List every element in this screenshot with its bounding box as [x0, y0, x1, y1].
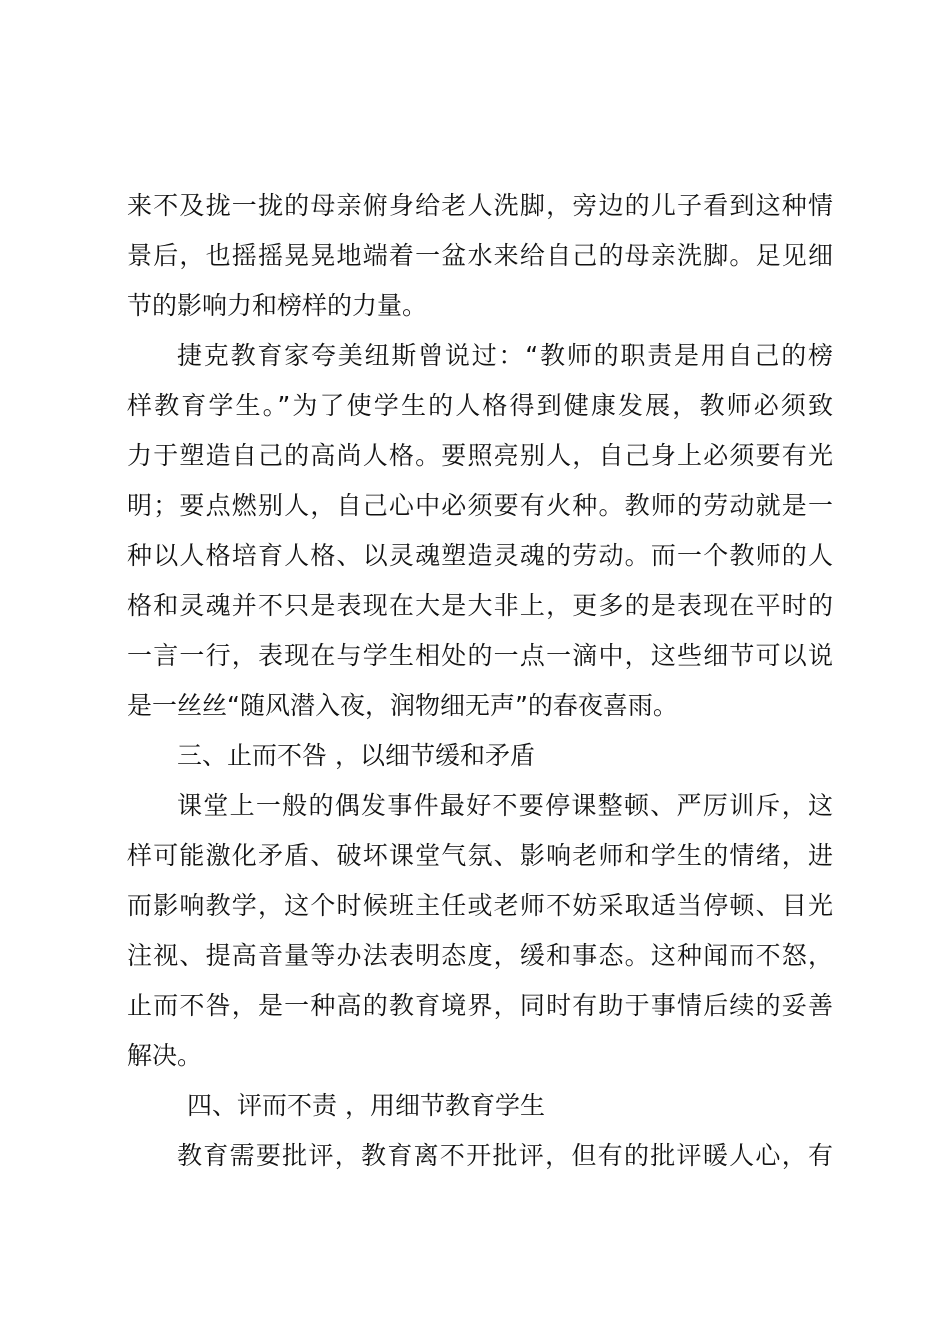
text-line: 教育需要批评，教育离不开批评，但有的批评暖人心，有: [177, 1141, 833, 1170]
text-line: 种以人格培育人格、以灵魂塑造灵魂的劳动。而一个教师的人: [127, 541, 833, 570]
text-line: 样可能激化矛盾、破坏课堂气氛、影响老师和学生的情绪，进: [127, 841, 833, 870]
text-line: 力于塑造自己的高尚人格。要照亮别人，自己身上必须要有光: [127, 441, 833, 470]
text-line: 明；要点燃别人，自己心中必须要有火种。教师的劳动就是一: [127, 491, 833, 520]
section-heading: 四、评而不责 ，用细节教育学生: [187, 1091, 545, 1120]
text-line: 样教育学生。”为了使学生的人格得到健康发展，教师必须致: [127, 391, 833, 420]
text-line: 止而不咎，是一种高的教育境界，同时有助于事情后续的妥善: [127, 991, 833, 1020]
text-line: 一言一行，表现在与学生相处的一点一滴中，这些细节可以说: [127, 641, 833, 670]
text-line: 来不及拢一拢的母亲俯身给老人洗脚，旁边的儿子看到这种情: [127, 191, 833, 220]
text-line: 而影响教学，这个时候班主任或老师不妨采取适当停顿、目光: [127, 891, 833, 920]
section-heading: 三、止而不咎 ，以细节缓和矛盾: [177, 741, 535, 770]
text-line: 解决。: [127, 1041, 203, 1070]
text-line: 是一丝丝“随风潜入夜，润物细无声”的春夜喜雨。: [127, 691, 678, 720]
text-line: 捷克教育家夸美纽斯曾说过：“教师的职责是用自己的榜: [177, 341, 833, 370]
text-line: 景后，也摇摇晃晃地端着一盆水来给自己的母亲洗脚。足见细: [127, 241, 833, 270]
text-line: 格和灵魂并不只是表现在大是大非上，更多的是表现在平时的: [127, 591, 833, 620]
text-line: 课堂上一般的偶发事件最好不要停课整顿、严厉训斥，这: [177, 791, 833, 820]
text-line: 节的影响力和榜样的力量。: [127, 291, 428, 320]
text-line: 注视、提高音量等办法表明态度，缓和事态。这种闻而不怒，: [127, 941, 833, 970]
